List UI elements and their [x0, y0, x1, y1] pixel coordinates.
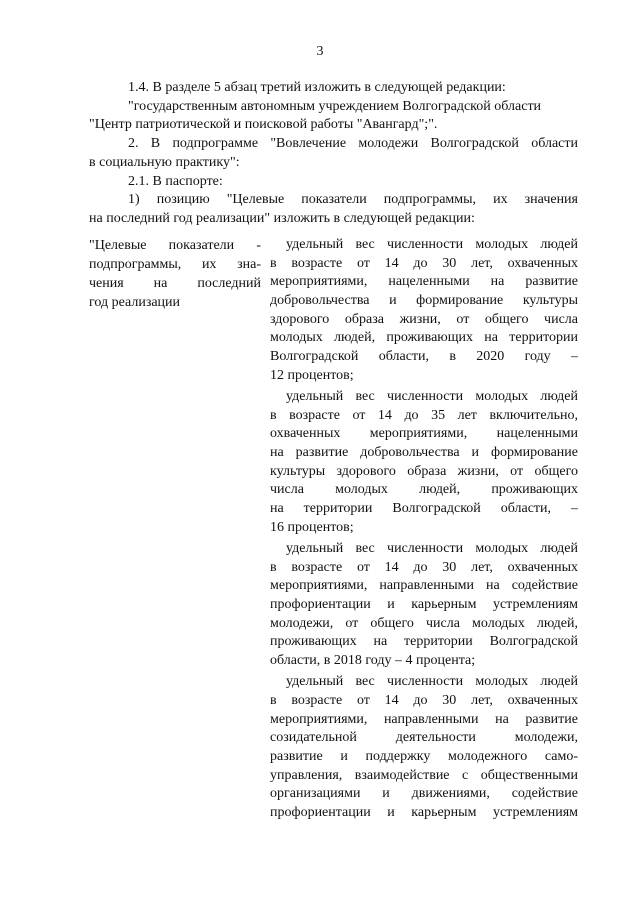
indicator-line: в возрасте от 14 до 30 лет, охваченных [270, 693, 578, 708]
indicator-line: развитие и поддержку молодежного само- [270, 749, 578, 765]
intro-line-6: 2.1. В паспорте: [128, 174, 223, 189]
page-number: 3 [316, 44, 324, 59]
label-line: подпрограммы, их зна- [89, 257, 261, 272]
indicator-line: в возрасте от 14 до 30 лет, охваченных [270, 255, 578, 271]
indicator-line: молодежи, от общего числа молодых людей, [270, 615, 578, 631]
intro-line-3: "Центр патриотической и поисковой работы "Авангард";". [89, 117, 438, 132]
intro-line-7: 1) позицию "Целевые показатели подпрограммы, их значения [128, 192, 578, 207]
label-line: "Целевые показатели - [89, 238, 261, 253]
indicator-line: числа молодых людей, проживающих [270, 482, 578, 498]
indicator-line: удельный вес численности молодых людей [286, 674, 578, 690]
intro-line-8: на последний год реализации" изложить в следующей редакции: [89, 211, 475, 226]
indicator-paragraph [270, 388, 578, 538]
indicator-line: 16 процентов; [270, 519, 354, 535]
intro-line-1: 1.4. В разделе 5 абзац третий изложить в следующей редакции: [128, 80, 506, 95]
indicator-line: области, в 2018 году – 4 процента; [270, 653, 476, 669]
indicator-line: культуры здорового образа жизни, от общего [270, 463, 578, 479]
indicator-line: добровольчества и формирование культуры [270, 293, 578, 309]
label-line: чения на последний [89, 276, 261, 291]
indicator-paragraph [270, 540, 578, 671]
indicator-line: здорового образа жизни, от общего числа [270, 311, 578, 327]
table-label-column [89, 236, 261, 312]
label-line: год реализации [89, 295, 181, 310]
indicator-line: на развитие добровольчества и формирование [270, 445, 578, 461]
indicator-paragraph [270, 236, 578, 386]
indicator-line: мероприятиями, направленными на содействие [270, 578, 578, 594]
indicator-line: охваченных мероприятиями, нацеленными [270, 426, 578, 442]
intro-line-5: в социальную практику": [89, 155, 240, 170]
indicator-line: удельный вес численности молодых людей [286, 237, 578, 252]
indicator-line: профориентации и карьерным устремлениям [270, 597, 578, 613]
indicator-line: удельный вес численности молодых людей [286, 389, 578, 404]
intro-line-2: "государственным автономным учреждением Волгоградской области [128, 99, 542, 114]
table-value-column [270, 236, 578, 825]
indicator-line: профориентации и карьерным устремлениям [270, 805, 578, 821]
indicator-line: организациями и движениями, содействие [270, 786, 578, 802]
indicator-line: молодых людей, проживающих на территории [270, 330, 578, 346]
intro-line-4: 2. В подпрограмме "Вовлечение молодежи Волгоградской области [128, 136, 578, 151]
indicator-line: на территории Волгоградской области, – [270, 501, 578, 517]
indicator-line: Волгоградской области, в 2020 году – [270, 349, 578, 365]
indicator-line: управления, взаимодействие с общественными [270, 767, 578, 783]
indicator-paragraph [270, 673, 578, 823]
indicator-line: мероприятиями, нацеленными на развитие [270, 274, 578, 290]
indicator-line: мероприятиями, направленными на развитие [270, 711, 578, 727]
indicator-line: созидательной деятельности молодежи, [270, 730, 578, 746]
indicator-line: удельный вес численности молодых людей [286, 541, 578, 556]
indicator-line: проживающих на территории Волгоградской [270, 634, 578, 650]
indicator-line: в возрасте от 14 до 35 лет включительно, [270, 407, 578, 423]
indicator-line: 12 процентов; [270, 367, 354, 383]
indicator-line: в возрасте от 14 до 30 лет, охваченных [270, 559, 578, 575]
